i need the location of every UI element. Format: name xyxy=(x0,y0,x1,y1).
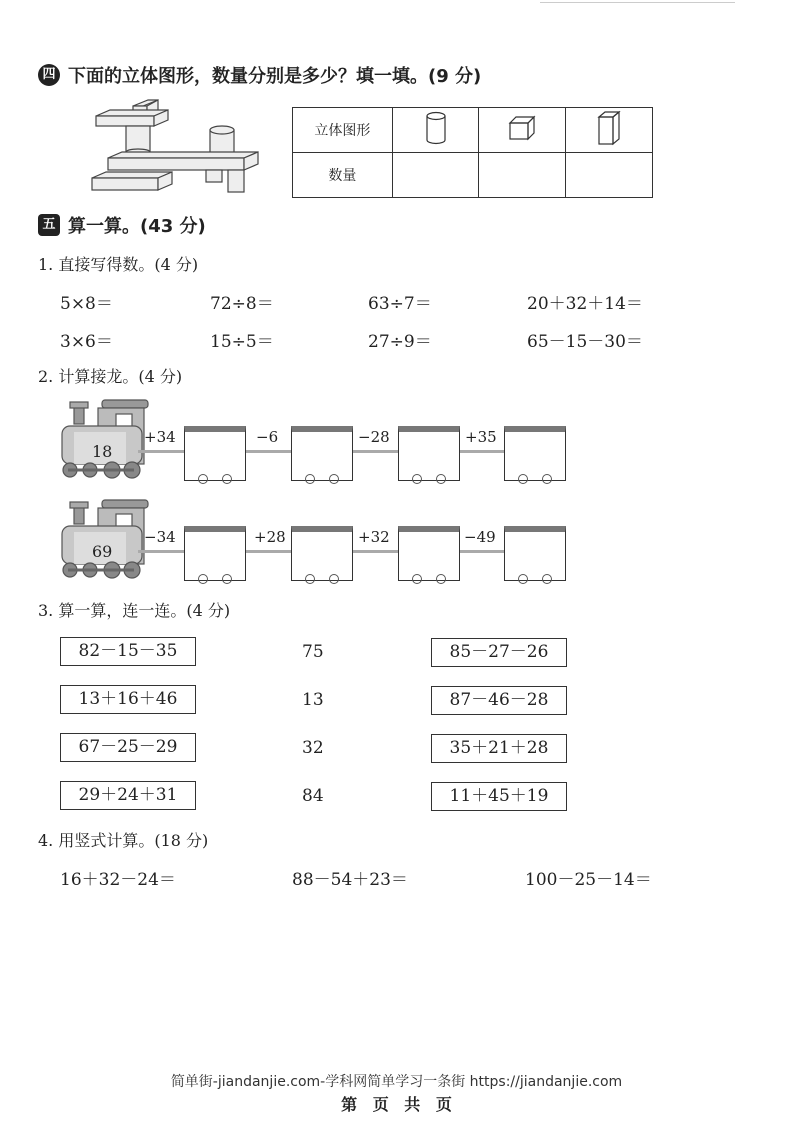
wheel-icon xyxy=(518,574,528,584)
shape-count-table xyxy=(292,107,653,198)
wheel-icon xyxy=(222,474,232,484)
section-5-heading xyxy=(38,212,206,238)
cylinder-cell xyxy=(392,108,479,153)
q4-title: 4. 用竖式计算。(18 分) xyxy=(38,831,209,850)
wheel-icon xyxy=(198,574,208,584)
wheel-icon xyxy=(412,574,422,584)
q3-left-3[interactable]: 67－25－29 xyxy=(60,733,196,762)
train-2-start: 69 xyxy=(92,542,113,561)
wheel-icon xyxy=(518,474,528,484)
connector xyxy=(353,450,398,453)
section-4-heading xyxy=(38,62,481,88)
train-2-op-3: +32 xyxy=(358,528,390,546)
cuboid-count-input[interactable] xyxy=(566,153,653,198)
connector xyxy=(353,550,398,553)
q1-r2-c2: 15÷5＝ xyxy=(210,332,274,352)
table-label-count: 数量 xyxy=(293,153,393,198)
q3-right-4[interactable]: 11＋45＋19 xyxy=(431,782,567,811)
connector xyxy=(138,550,184,553)
q1-r1-c3: 63÷7＝ xyxy=(368,294,432,314)
section-5-badge: 五 xyxy=(38,214,60,236)
q3-title: 3. 算一算，连一连。(4 分) xyxy=(38,601,231,620)
train-1-op-2: −6 xyxy=(256,428,279,446)
q4-item-1: 16＋32－24＝ xyxy=(60,870,176,890)
wheel-icon xyxy=(436,474,446,484)
cube-cell xyxy=(479,108,566,153)
train-1-op-4: +35 xyxy=(465,428,497,446)
q1-r2-c4: 65－15－30＝ xyxy=(527,332,643,352)
q3-middle-2[interactable]: 13 xyxy=(302,690,324,710)
q3-middle-3[interactable]: 32 xyxy=(302,738,324,758)
q1-r2-c3: 27÷9＝ xyxy=(368,332,432,352)
connector xyxy=(460,550,504,553)
train-2-car-3[interactable] xyxy=(398,526,460,581)
train-2-car-2[interactable] xyxy=(291,526,353,581)
train-1-op-1: +34 xyxy=(144,428,176,446)
train-1-start: 18 xyxy=(92,442,113,461)
connector xyxy=(246,550,292,553)
train-1-car-3[interactable] xyxy=(398,426,460,481)
locomotive-icon xyxy=(58,498,150,584)
wheel-icon xyxy=(542,474,552,484)
connector xyxy=(246,450,292,453)
q3-middle-4[interactable]: 84 xyxy=(302,786,324,806)
q1-r2-c1: 3×6＝ xyxy=(60,332,113,352)
q3-left-4[interactable]: 29＋24＋31 xyxy=(60,781,196,810)
connector xyxy=(460,450,504,453)
q1-r1-c1: 5×8＝ xyxy=(60,294,113,314)
section-5-title: 算一算。(43 分) xyxy=(68,216,206,237)
cuboid-cell xyxy=(566,108,653,153)
train-1-car-4[interactable] xyxy=(504,426,566,481)
train-2-op-1: −34 xyxy=(144,528,176,546)
q1-r1-c4: 20＋32＋14＝ xyxy=(527,294,643,314)
q3-right-1[interactable]: 85－27－26 xyxy=(431,638,567,667)
wheel-icon xyxy=(198,474,208,484)
train-2-car-1[interactable] xyxy=(184,526,246,581)
train-2-op-2: +28 xyxy=(254,528,286,546)
wheel-icon xyxy=(305,574,315,584)
train-1-car-2[interactable] xyxy=(291,426,353,481)
wheel-icon xyxy=(305,474,315,484)
q4-item-3: 100－25－14＝ xyxy=(525,870,652,890)
train-1 xyxy=(58,398,578,488)
locomotive-icon xyxy=(58,398,150,484)
q3-left-1[interactable]: 82－15－35 xyxy=(60,637,196,666)
q1-title: 1. 直接写得数。(4 分) xyxy=(38,255,199,274)
q3-middle-1[interactable]: 75 xyxy=(302,642,324,662)
q2-title: 2. 计算接龙。(4 分) xyxy=(38,367,183,386)
cube-count-input[interactable] xyxy=(479,153,566,198)
cube-icon xyxy=(508,115,536,141)
wheel-icon xyxy=(329,574,339,584)
train-2-op-4: −49 xyxy=(464,528,496,546)
wheel-icon xyxy=(329,474,339,484)
wheel-icon xyxy=(436,574,446,584)
wheel-icon xyxy=(542,574,552,584)
block-stack-illustration xyxy=(88,96,263,200)
q4-item-2: 88－54＋23＝ xyxy=(292,870,408,890)
q3-right-2[interactable]: 87－46－28 xyxy=(431,686,567,715)
section-4-badge: 四 xyxy=(38,64,60,86)
connector xyxy=(138,450,184,453)
train-1-car-1[interactable] xyxy=(184,426,246,481)
cuboid-icon xyxy=(597,110,621,146)
footer-source: 简单街-jiandanjie.com-学科网简单学习一条街 https://jiandanjie.com xyxy=(170,1074,623,1090)
q3-left-2[interactable]: 13＋16＋46 xyxy=(60,685,196,714)
wheel-icon xyxy=(412,474,422,484)
q3-right-3[interactable]: 35＋21＋28 xyxy=(431,734,567,763)
train-2 xyxy=(58,498,578,588)
table-label-shapes: 立体图形 xyxy=(293,108,393,153)
train-2-car-4[interactable] xyxy=(504,526,566,581)
train-1-op-3: −28 xyxy=(358,428,390,446)
cylinder-icon xyxy=(425,111,447,145)
footer-page-number: 第 页 共 页 xyxy=(341,1095,452,1114)
wheel-icon xyxy=(222,574,232,584)
top-rule xyxy=(540,2,735,3)
section-4-title: 下面的立体图形，数量分别是多少？填一填。(9 分) xyxy=(68,66,482,87)
cylinder-count-input[interactable] xyxy=(392,153,479,198)
q1-r1-c2: 72÷8＝ xyxy=(210,294,274,314)
